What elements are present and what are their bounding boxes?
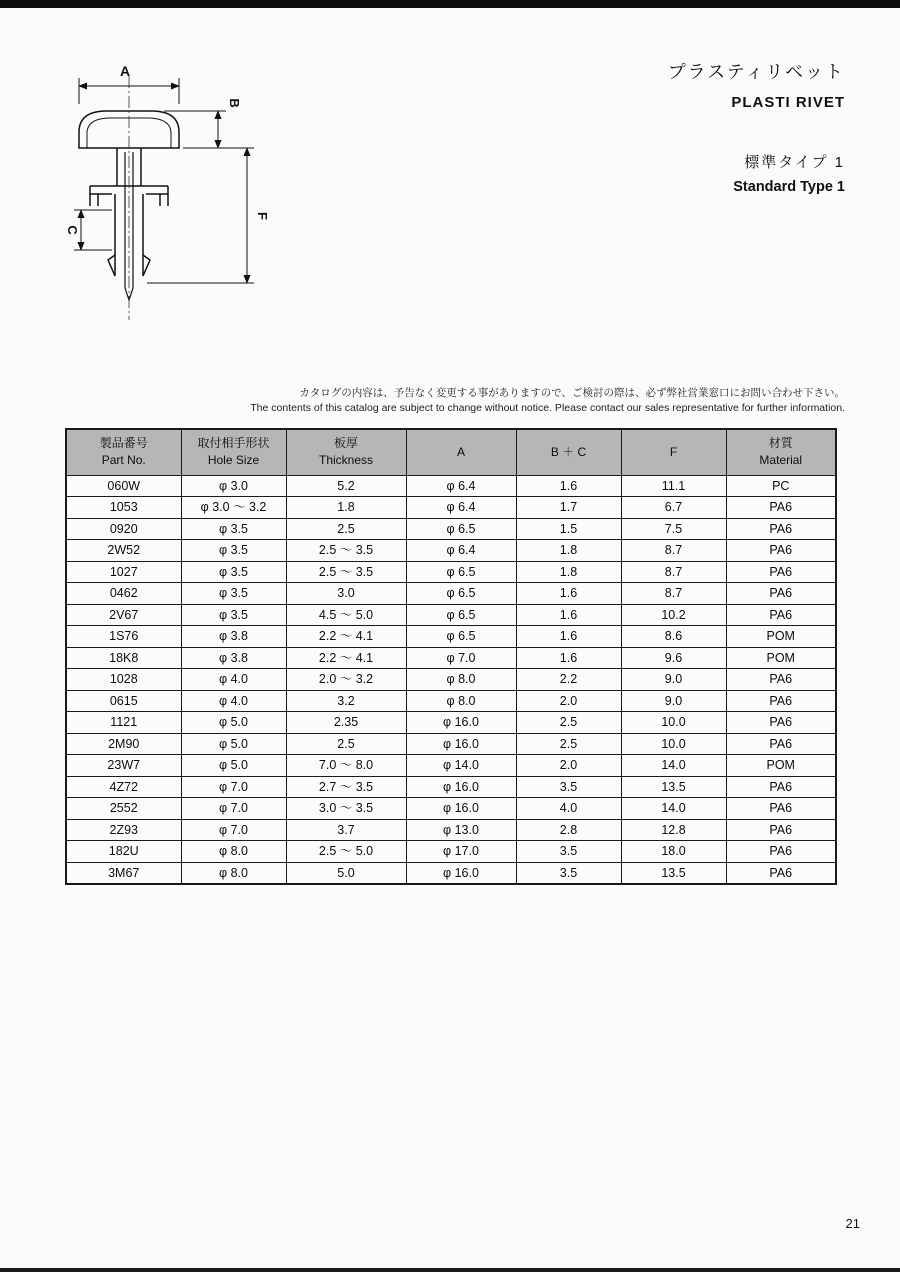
table-cell: PA6 [726, 497, 836, 519]
table-row [66, 819, 836, 841]
table-cell: 2.8 [516, 819, 621, 841]
table-cell: φ 6.4 [406, 497, 516, 519]
table-cell: 3.0 [286, 583, 406, 605]
table-cell: 2.0 [516, 690, 621, 712]
catalog-notice [55, 386, 845, 416]
table-cell: 18K8 [66, 647, 181, 669]
table-cell: φ 6.4 [406, 475, 516, 497]
table-cell: 1.5 [516, 518, 621, 540]
scan-edge-top [0, 0, 900, 8]
table-cell: φ 4.0 [181, 669, 286, 691]
table-cell: 5.2 [286, 475, 406, 497]
table-row [66, 712, 836, 734]
column-header: 材質 Material [726, 429, 836, 475]
table-cell: 14.0 [621, 798, 726, 820]
table-cell: PA6 [726, 733, 836, 755]
notice-line-jp: カタログの内容は、予告なく変更する事がありますので、ご検討の際は、必ず弊社営業窓口にお問い合わせ下さい。 [299, 387, 845, 399]
table-row [66, 690, 836, 712]
notice-line-en: The contents of this catalog are subject to change without notice. Please contact our sales representative for further information. [250, 402, 845, 414]
table-cell: φ 7.0 [406, 647, 516, 669]
column-header: 取付相手形状 Hole Size [181, 429, 286, 475]
product-title-en: PLASTI RIVET [731, 94, 845, 111]
table-cell: 2.5 [516, 712, 621, 734]
table-cell: φ 7.0 [181, 776, 286, 798]
table-cell: 3.5 [516, 841, 621, 863]
table-cell: 2.5 ～ 5.0 [286, 841, 406, 863]
table-cell: 18.0 [621, 841, 726, 863]
table-cell: 3.0 ～ 3.5 [286, 798, 406, 820]
table-cell: PC [726, 475, 836, 497]
type-title-jp: 標準タイプ 1 [744, 154, 845, 171]
table-cell: POM [726, 626, 836, 648]
table-cell: 2.2 ～ 4.1 [286, 647, 406, 669]
table-cell: 1028 [66, 669, 181, 691]
rivet-barb-left [108, 255, 115, 276]
table-cell: φ 13.0 [406, 819, 516, 841]
table-row [66, 626, 836, 648]
table-cell: φ 5.0 [181, 733, 286, 755]
table-cell: 2V67 [66, 604, 181, 626]
table-cell: PA6 [726, 604, 836, 626]
table-cell: φ 3.5 [181, 604, 286, 626]
table-row [66, 862, 836, 884]
table-cell: 8.6 [621, 626, 726, 648]
table-cell: 8.7 [621, 561, 726, 583]
type-title-en: Standard Type 1 [733, 179, 845, 195]
table-cell: φ 14.0 [406, 755, 516, 777]
table-cell: 2Z93 [66, 819, 181, 841]
table-cell: 2.5 [286, 733, 406, 755]
table-cell: 3.2 [286, 690, 406, 712]
table-row [66, 540, 836, 562]
table-cell: 9.6 [621, 647, 726, 669]
rivet-drawing-svg [52, 48, 292, 338]
table-cell: PA6 [726, 819, 836, 841]
table-row [66, 669, 836, 691]
column-header: A [406, 429, 516, 475]
table-cell: 8.7 [621, 540, 726, 562]
column-header: 板厚 Thickness [286, 429, 406, 475]
table-cell: 3.5 [516, 862, 621, 884]
table-cell: φ 16.0 [406, 712, 516, 734]
table-cell: 2.7 ～ 3.5 [286, 776, 406, 798]
table-cell: 10.2 [621, 604, 726, 626]
table-cell: φ 8.0 [406, 669, 516, 691]
table-cell: φ 3.5 [181, 583, 286, 605]
table-row [66, 733, 836, 755]
table-cell: 2552 [66, 798, 181, 820]
table-cell: φ 3.5 [181, 561, 286, 583]
table-cell: 0615 [66, 690, 181, 712]
table-cell: 8.7 [621, 583, 726, 605]
table-cell: 1.6 [516, 626, 621, 648]
table-cell: PA6 [726, 561, 836, 583]
spec-table-body [66, 475, 836, 884]
table-cell: 23W7 [66, 755, 181, 777]
table-cell: 1.7 [516, 497, 621, 519]
table-row [66, 841, 836, 863]
table-row [66, 604, 836, 626]
table-cell: 1.8 [516, 540, 621, 562]
table-cell: φ 7.0 [181, 798, 286, 820]
table-cell: 3.5 [516, 776, 621, 798]
table-cell: 1.6 [516, 475, 621, 497]
table-cell: POM [726, 755, 836, 777]
column-header: F [621, 429, 726, 475]
table-cell: 6.7 [621, 497, 726, 519]
table-cell: φ 6.5 [406, 518, 516, 540]
table-cell: φ 3.8 [181, 647, 286, 669]
table-cell: 4.0 [516, 798, 621, 820]
table-cell: φ 17.0 [406, 841, 516, 863]
table-cell: 7.0 ～ 8.0 [286, 755, 406, 777]
table-cell: 4.5 ～ 5.0 [286, 604, 406, 626]
table-row [66, 475, 836, 497]
page-number: 21 [845, 1216, 860, 1231]
table-cell: 2.2 [516, 669, 621, 691]
table-cell: φ 3.0 [181, 475, 286, 497]
rivet-barb-right [143, 255, 150, 276]
table-cell: 12.8 [621, 819, 726, 841]
table-cell: 2W52 [66, 540, 181, 562]
table-cell: PA6 [726, 540, 836, 562]
table-cell: φ 8.0 [406, 690, 516, 712]
table-cell: 9.0 [621, 669, 726, 691]
table-cell: φ 3.0 ～ 3.2 [181, 497, 286, 519]
spec-table-wrap [65, 428, 835, 885]
table-cell: PA6 [726, 669, 836, 691]
table-cell: 13.5 [621, 862, 726, 884]
table-cell: PA6 [726, 712, 836, 734]
table-cell: 1.8 [516, 561, 621, 583]
table-cell: 1121 [66, 712, 181, 734]
table-cell: φ 8.0 [181, 841, 286, 863]
dim-label-f: F [255, 212, 270, 220]
table-cell: 7.5 [621, 518, 726, 540]
table-cell: 2.5 [516, 733, 621, 755]
scan-edge-bottom [0, 1268, 900, 1272]
product-title-jp: プラスティリベット [667, 62, 845, 82]
table-cell: 11.1 [621, 475, 726, 497]
table-cell: 14.0 [621, 755, 726, 777]
table-cell: φ 3.8 [181, 626, 286, 648]
table-cell: 2.5 ～ 3.5 [286, 561, 406, 583]
table-cell: PA6 [726, 862, 836, 884]
dim-label-b: B [227, 98, 242, 108]
table-cell: PA6 [726, 518, 836, 540]
table-cell: 1027 [66, 561, 181, 583]
table-cell: PA6 [726, 776, 836, 798]
table-cell: 1S76 [66, 626, 181, 648]
table-cell: φ 3.5 [181, 540, 286, 562]
table-cell: φ 6.5 [406, 561, 516, 583]
table-cell: 4Z72 [66, 776, 181, 798]
table-cell: 0920 [66, 518, 181, 540]
table-cell: φ 6.5 [406, 626, 516, 648]
table-cell: 3.7 [286, 819, 406, 841]
table-row [66, 518, 836, 540]
table-cell: 2M90 [66, 733, 181, 755]
rivet-technical-drawing [52, 48, 292, 338]
table-cell: PA6 [726, 798, 836, 820]
table-cell: PA6 [726, 841, 836, 863]
title-block [668, 58, 845, 195]
table-cell: 2.0 ～ 3.2 [286, 669, 406, 691]
table-cell: 5.0 [286, 862, 406, 884]
table-row [66, 647, 836, 669]
spec-table [65, 428, 837, 885]
table-cell: PA6 [726, 690, 836, 712]
table-cell: φ 5.0 [181, 712, 286, 734]
table-cell: 182U [66, 841, 181, 863]
table-cell: 2.5 [286, 518, 406, 540]
table-cell: φ 6.5 [406, 604, 516, 626]
table-row [66, 583, 836, 605]
table-cell: 13.5 [621, 776, 726, 798]
table-row [66, 497, 836, 519]
table-cell: 060W [66, 475, 181, 497]
table-cell: 3M67 [66, 862, 181, 884]
table-cell: 1.6 [516, 647, 621, 669]
table-cell: 1.6 [516, 583, 621, 605]
column-header: B ＋ C [516, 429, 621, 475]
table-cell: 0462 [66, 583, 181, 605]
table-cell: 9.0 [621, 690, 726, 712]
table-cell: PA6 [726, 583, 836, 605]
table-cell: φ 16.0 [406, 733, 516, 755]
table-row [66, 755, 836, 777]
dim-label-a: A [119, 63, 131, 79]
column-header: 製品番号 Part No. [66, 429, 181, 475]
table-row [66, 776, 836, 798]
spec-table-header-row [66, 429, 836, 475]
table-cell: φ 6.4 [406, 540, 516, 562]
table-row [66, 561, 836, 583]
table-cell: 2.5 ～ 3.5 [286, 540, 406, 562]
table-cell: POM [726, 647, 836, 669]
table-cell: φ 5.0 [181, 755, 286, 777]
table-cell: 1053 [66, 497, 181, 519]
table-cell: 2.0 [516, 755, 621, 777]
table-cell: 2.35 [286, 712, 406, 734]
table-cell: φ 16.0 [406, 776, 516, 798]
table-cell: φ 6.5 [406, 583, 516, 605]
table-row [66, 798, 836, 820]
table-cell: φ 3.5 [181, 518, 286, 540]
table-cell: φ 8.0 [181, 862, 286, 884]
table-cell: φ 16.0 [406, 862, 516, 884]
table-cell: 2.2 ～ 4.1 [286, 626, 406, 648]
table-cell: φ 7.0 [181, 819, 286, 841]
table-cell: φ 4.0 [181, 690, 286, 712]
dim-label-c: C [65, 225, 80, 235]
table-cell: 1.6 [516, 604, 621, 626]
table-cell: 1.8 [286, 497, 406, 519]
table-cell: φ 16.0 [406, 798, 516, 820]
table-cell: 10.0 [621, 712, 726, 734]
table-cell: 10.0 [621, 733, 726, 755]
